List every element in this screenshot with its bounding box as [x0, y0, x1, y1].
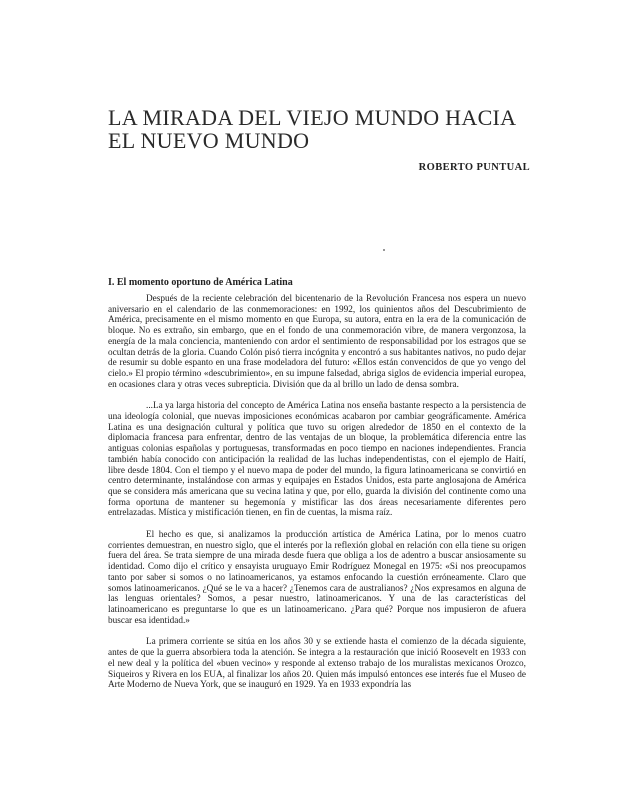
- section-heading: I. El momento oportuno de América Latina: [108, 277, 293, 288]
- article-title-line-1: LA MIRADA DEL VIEJO MUNDO HACIA: [108, 105, 517, 130]
- article-title: [108, 106, 528, 152]
- paragraph-2: ...La ya larga historia del concepto de América Latina nos enseña bastante respecto a la persistencia de una ideología colonial, que nuevas imposiciones económicas acabaron por cambiar geográficamente. América Latina es una designación cultural y política que tuvo su origen alrededor de 1850 en el contexto de la diplomacia francesa para enfrentar, dentro de las ventajas de un bloque, la problemática diferencia entre las antiguas colonias españolas y portuguesas, transformadas en poco tiempo en naciones independientes. Francia también había conocido con anticipación la realidad de las luchas independentistas, con el ejemplo de Haití, libre desde 1804. Con el tiempo y el nuevo mapa de poder del mundo, la figura latinoamericana se convirtió en centro determinante, instalándose con armas y equipajes en Estados Unidos, esta parte anglosajona de América que se considera más americana que su vecina latina y que, por ello, guarda la división del continente como una forma oportuna de mantener su hegemonía y mistificar las dos áreas necesariamente diferentes pero entrelazadas. Mística y mistificación tienen, en fin de cuentas, la misma raíz.: [108, 401, 526, 519]
- article-author: ROBERTO PUNTUAL: [418, 162, 530, 173]
- article-title-line-2: EL NUEVO MUNDO: [108, 128, 310, 153]
- paragraph-3: El hecho es que, si analizamos la producción artística de América Latina, por lo menos cuatro corrientes demuestran, en nuestro siglo, que el interés por la reflexión global en relación con ella tiene su origen fuera del área. Se trata siempre de una mirada desde fuera que obliga a los de adentro a buscar ansiosamente su identidad. Como dijo el crítico y ensayista uruguayo Emir Rodríguez Monegal en 1975: «Si nos preocupamos tanto por saber si somos o no latinoamericanos, ya estamos enfocando la cuestión erróneamente. Claro que somos latinoamericanos. ¿Qué se le va a hacer? ¿Tenemos cara de australianos? ¿Nos expresamos en alguna de las lenguas orientales? Somos, a pesar nuestro, latinoamericanos. Y una de las características del latinoamericano es preguntarse lo que es un latinoamericano. ¿Para qué? Porque nos impusieron de afuera buscar esa identidad.»: [108, 530, 526, 626]
- paragraph-1: Después de la reciente celebración del bicentenario de la Revolución Francesa nos espera un nuevo aniversario en el calendario de las conmemoraciones: en 1992, los quinientos años del Descubrimiento de América, precisamente en el mismo momento en que Europa, su autora, entra en la era de la comunicación de bloque. No es extraño, sin embargo, que en el fondo de una conmemoración vibre, de manera vergonzosa, la energía de la mala conciencia, manteniendo con ardor el sentimiento de responsabilidad por los estragos que se ocultan detrás de la gloria. Cuando Colón pisó tierra incógnita y encontró a sus habitantes nativos, no pudo dejar de resumir su doble espanto en una frase modeladora del futuro: «Ellos están convencidos de que yo vengo del cielo.» El propio término «descubrimiento», en su impune falsedad, abriga siglos de evidencia imperial europea, en ocasiones clara y otras veces subrepticia. División que da al brillo un lado de densa sombra.: [108, 294, 526, 390]
- body-text: [108, 294, 526, 702]
- speck-mark: [383, 249, 385, 251]
- paragraph-4: La primera corriente se sitúa en los años 30 y se extiende hasta el comienzo de la década siguiente, antes de que la guerra absorbiera toda la atención. Se integra a la restauración que inició Roosevelt en 1933 con el new deal y la política del «buen vecino» y responde al extenso trabajo de los muralistas mexicanos Orozco, Siqueiros y Rivera en los EUA, al finalizar los años 20. Quien más impulsó entonces ese interés fue el Museo de Arte Moderno de Nueva York, que se inauguró en 1929. Ya en 1933 expondría las: [108, 637, 526, 691]
